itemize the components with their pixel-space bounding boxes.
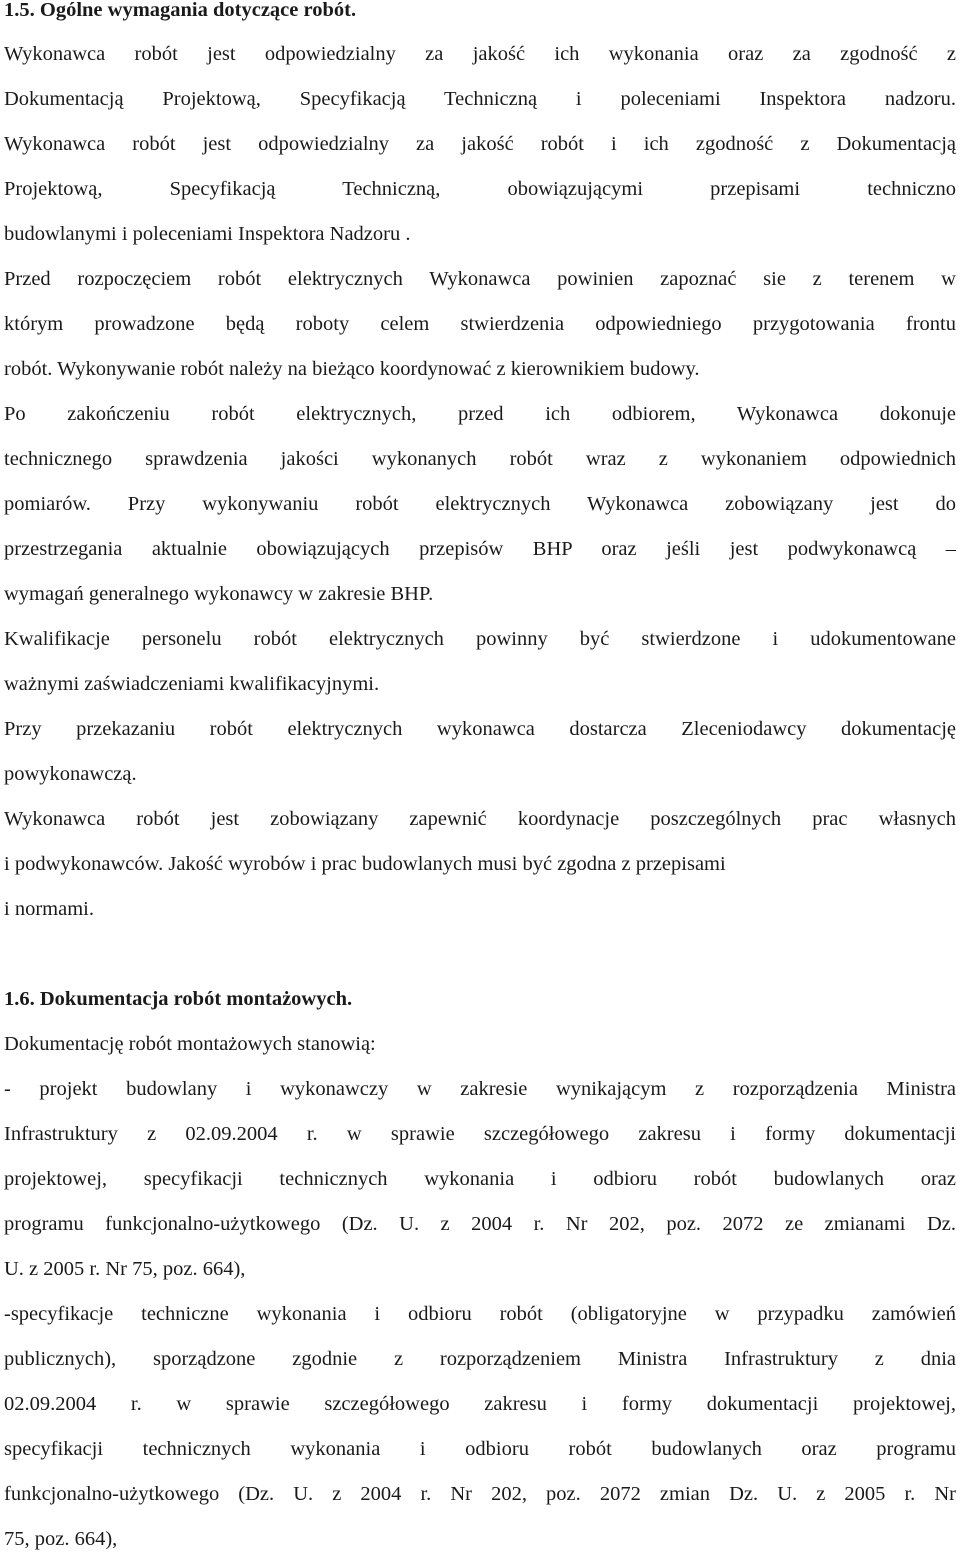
text-line: publicznych), sporządzone zgodnie z rozporządzeniem Ministra Infrastruktury z dnia [4,1348,956,1370]
text-line: 02.09.2004 r. w sprawie szczegółowego zakresu i formy dokumentacji projektowej, [4,1393,956,1415]
text-line: technicznego sprawdzenia jakości wykonanych robót wraz z wykonaniem odpowiednich [4,448,956,470]
text-line: ważnymi zaświadczeniami kwalifikacyjnymi. [4,673,380,695]
text-line: projektowej, specyfikacji technicznych wykonania i odbioru robót budowlanych oraz [4,1168,956,1190]
text-line: Wykonawca robót jest odpowiedzialny za jakość ich wykonania oraz za zgodność z [4,43,956,65]
section-heading-1-5: 1.5. Ogólne wymagania dotyczące robót. [4,0,357,21]
text-line: Infrastruktury z 02.09.2004 r. w sprawie szczegółowego zakresu i formy dokumentacji [4,1123,956,1145]
text-line: budowlanymi i poleceniami Inspektora Nadzoru . [4,223,411,245]
text-line: Kwalifikacje personelu robót elektrycznych powinny być stwierdzone i udokumentowane [4,628,956,650]
text-line: wymagań generalnego wykonawcy w zakresie BHP. [4,583,434,605]
text-line: 75, poz. 664), [4,1528,118,1550]
text-line: Dokumentacją Projektową, Specyfikacją Techniczną i poleceniami Inspektora nadzoru. [4,88,956,110]
text-line: -specyfikacje techniczne wykonania i odbioru robót (obligatoryjne w przypadku zamówień [4,1303,956,1325]
text-line: Projektową, Specyfikacją Techniczną, obowiązującymi przepisami techniczno [4,178,956,200]
section-heading-1-6: 1.6. Dokumentacja robót montażowych. [4,988,353,1010]
text-line: specyfikacji technicznych wykonania i odbioru robót budowlanych oraz programu [4,1438,956,1460]
text-line: i podwykonawców. Jakość wyrobów i prac budowlanych musi być zgodna z przepisami [4,853,726,875]
text-line: funkcjonalno-użytkowego (Dz. U. z 2004 r. Nr 202, poz. 2072 zmian Dz. U. z 2005 r. Nr [4,1483,956,1505]
text-line: Wykonawca robót jest zobowiązany zapewnić koordynacje poszczególnych prac własnych [4,808,956,830]
text-line: - projekt budowlany i wykonawczy w zakresie wynikającym z rozporządzenia Ministra [4,1078,956,1100]
text-line: Po zakończeniu robót elektrycznych, przed ich odbiorem, Wykonawca dokonuje [4,403,956,425]
text-line: Wykonawca robót jest odpowiedzialny za jakość robót i ich zgodność z Dokumentacją [4,133,956,155]
text-line: Przed rozpoczęciem robót elektrycznych Wykonawca powinien zapoznać sie z terenem w [4,268,956,290]
text-line: pomiarów. Przy wykonywaniu robót elektrycznych Wykonawca zobowiązany jest do [4,493,956,515]
text-line: i normami. [4,898,94,920]
text-line: powykonawczą. [4,763,137,785]
text-line: Dokumentację robót montażowych stanowią: [4,1033,376,1055]
text-line: robót. Wykonywanie robót należy na bieżąco koordynować z kierownikiem budowy. [4,358,700,380]
text-line: U. z 2005 r. Nr 75, poz. 664), [4,1258,246,1280]
text-line: którym prowadzone będą roboty celem stwierdzenia odpowiedniego przygotowania frontu [4,313,956,335]
text-line: Przy przekazaniu robót elektrycznych wykonawca dostarcza Zleceniodawcy dokumentację [4,718,956,740]
text-line: przestrzegania aktualnie obowiązujących przepisów BHP oraz jeśli jest podwykonawcą – [4,538,956,560]
text-line: programu funkcjonalno-użytkowego (Dz. U. z 2004 r. Nr 202, poz. 2072 ze zmianami Dz. [4,1213,956,1235]
